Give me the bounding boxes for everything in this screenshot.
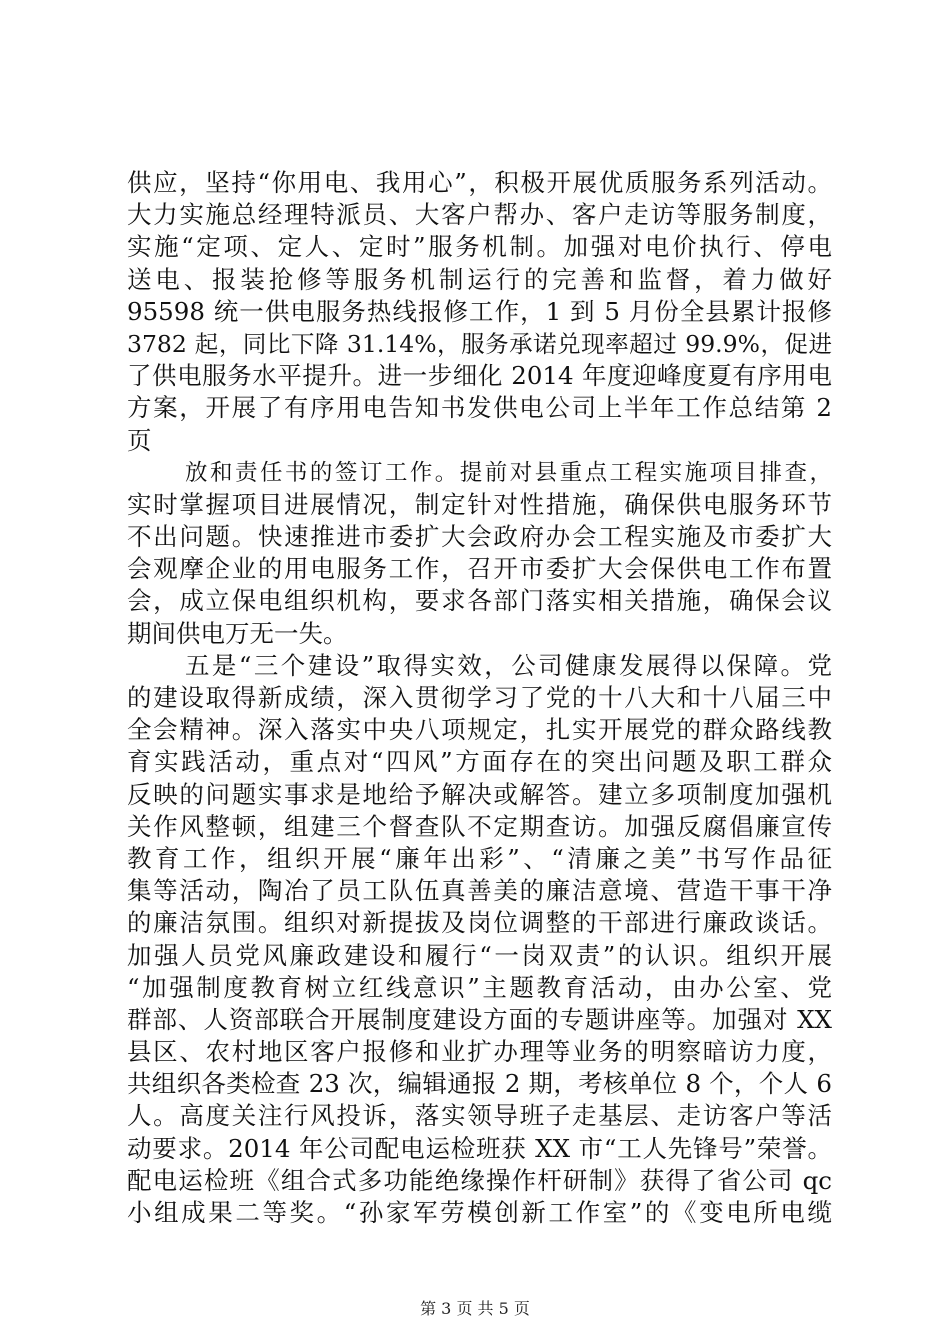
text-line: 全会精神。深入落实中央八项规定，扎实开展党的群众路线教 — [127, 715, 832, 745]
text-line: 关作风整顿，组建三个督查队不定期查访。加强反腐倡廉宣传 — [127, 811, 832, 841]
paragraph-start-line: 放和责任书的签订工作。提前对县重点工程实施项目排查， — [185, 459, 832, 486]
text-line: 的建设取得新成绩，深入贯彻学习了党的十八大和十八届三中 — [127, 683, 832, 712]
text-line: 人。高度关注行风投诉，落实领导班子走基层、走访客户等活 — [127, 1101, 832, 1131]
text-line: 方案，开展了有序用电告知书发供电公司上半年工作总结第 2 — [127, 393, 832, 423]
text-line: 会，成立保电组织机构，要求各部门落实相关措施，确保会议 — [127, 586, 832, 616]
text-line: 加强人员党风廉政建设和履行“一岗双责”的认识。组织开展 — [127, 940, 832, 970]
text-line: 送电、报装抢修等服务机制运行的完善和监督，着力做好 — [127, 264, 832, 294]
text-line: 期间供电万无一失。 — [127, 618, 348, 648]
text-line: 群部、人资部联合开展制度建设方面的专题讲座等。加强对 XX — [127, 1004, 832, 1034]
text-line: 配电运检班《组合式多功能绝缘操作杆研制》获得了省公司 qc — [127, 1165, 832, 1195]
text-line: 集等活动，陶冶了员工队伍真善美的廉洁意境、营造干事干净 — [127, 876, 832, 906]
text-line: “加强制度教育树立红线意识”主题教育活动，由办公室、党 — [127, 972, 832, 1002]
text-line: 大力实施总经理特派员、大客户帮办、客户走访等服务制度， — [127, 200, 832, 230]
text-line: 育实践活动，重点对“四风”方面存在的突出问题及职工群众 — [127, 747, 832, 777]
page-number-footer: 第 3 页 共 5 页 — [420, 1299, 530, 1318]
document-body — [127, 167, 832, 1229]
text-line: 共组织各类检查 23 次，编辑通报 2 期，考核单位 8 个，个人 6 — [127, 1069, 832, 1099]
text-line: 了供电服务水平提升。进一步细化 2014 年度迎峰度夏有序用电 — [127, 361, 832, 391]
text-line: 供应，坚持“你用电、我用心”，积极开展优质服务系列活动。 — [127, 168, 832, 197]
text-line: 实施“定项、定人、定时”服务机制。加强对电价执行、停电 — [127, 232, 832, 262]
text-line: 会观摩企业的用电服务工作，召开市委扩大会保供电工作布置 — [127, 554, 832, 584]
text-line: 反映的问题实事求是地给予解决或解答。建立多项制度加强机 — [127, 779, 832, 809]
text-line: 小组成果二等奖。“孙家军劳模创新工作室”的《变电所电缆 — [127, 1198, 832, 1227]
text-line: 不出问题。快速推进市委扩大会政府办会工程实施及市委扩大 — [127, 522, 832, 552]
text-line: 教育工作，组织开展“廉年出彩”、“清廉之美”书写作品征 — [127, 843, 832, 873]
text-line: 3782 起，同比下降 31.14%，服务承诺兑现率超过 99.9%，促进 — [127, 329, 832, 358]
text-line: 页 — [127, 425, 152, 455]
text-line: 实时掌握项目进展情况，制定针对性措施，确保供电服务环节 — [127, 489, 832, 519]
text-line: 的廉洁氛围。组织对新提拔及岗位调整的干部进行廉政谈话。 — [127, 908, 832, 938]
text-line: 县区、农村地区客户报修和业扩办理等业务的明察暗访力度， — [127, 1037, 832, 1067]
paragraph-start-line: 五是“三个建设”取得实效，公司健康发展得以保障。党 — [185, 650, 832, 680]
text-line: 95598 统一供电服务热线报修工作，1 到 5 月份全县累计报修 — [127, 296, 832, 326]
text-line: 动要求。2014 年公司配电运检班获 XX 市“工人先锋号”荣誉。 — [127, 1133, 832, 1163]
